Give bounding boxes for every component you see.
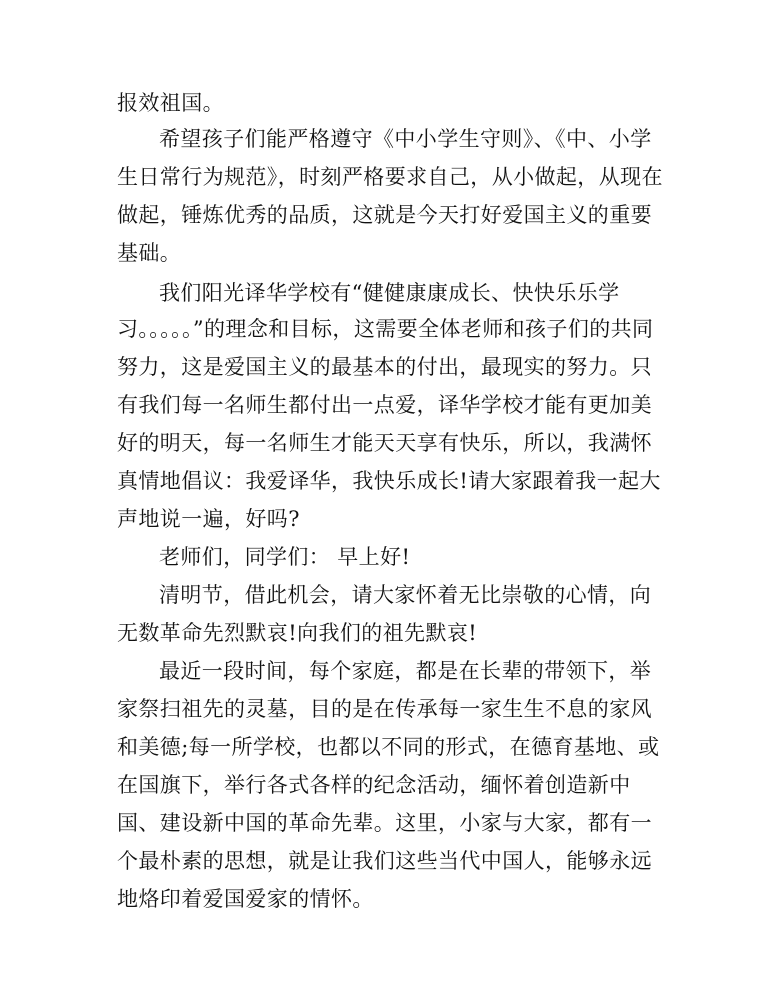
paragraph-first-line: 我们阳光译华学校有“健健康康成长、快快乐乐学 xyxy=(159,281,620,305)
paragraph-first-line: 清明节，借此机会，请大家怀着无比崇敬的心情，向 xyxy=(159,583,652,607)
text-line: 做起，锤炼优秀的品质，这就是今天打好爱国主义的重要 xyxy=(117,203,652,227)
greeting-line: 老师们，同学们： 早上好! xyxy=(159,545,411,569)
text-line: 努力，这是爱国主义的最基本的付出，最现实的努力。只 xyxy=(117,355,652,379)
text-line: 地烙印着爱国爱家的情怀。 xyxy=(117,887,374,911)
text-line: 生日常行为规范》，时刻严格要求自己，从小做起，从现在 xyxy=(117,165,663,189)
text-line: 无数革命先烈默哀!向我们的祖先默哀! xyxy=(117,621,478,645)
text-line: 家祭扫祖先的灵墓，目的是在传承每一家生生不息的家风 xyxy=(117,697,652,721)
text-line: 在国旗下，举行各式各样的纪念活动，缅怀着创造新中 xyxy=(117,773,631,797)
text-line: 好的明天，每一名师生才能天天享有快乐，所以，我满怀 xyxy=(117,431,652,455)
text-line: 习。。。。。”的理念和目标，这需要全体老师和孩子们的共同 xyxy=(117,317,654,341)
text-line: 报效祖国。 xyxy=(117,91,224,115)
text-line: 声地说一遍，好吗? xyxy=(117,507,300,531)
text-line: 基础。 xyxy=(117,241,182,265)
paragraph-first-line: 最近一段时间，每个家庭，都是在长辈的带领下，举 xyxy=(159,659,652,683)
text-line: 国、建设新中国的革命先辈。这里，小家与大家，都有一 xyxy=(117,811,652,835)
text-line: 真情地倡议：我爱译华，我快乐成长!请大家跟着我一起大 xyxy=(117,469,661,493)
text-line: 有我们每一名师生都付出一点爱，译华学校才能有更加美 xyxy=(117,393,652,417)
paragraph-first-line: 希望孩子们能严格遵守《中小学生守则》、《中、小学 xyxy=(159,127,652,151)
text-line: 个最朴素的思想，就是让我们这些当代中国人，能够永远 xyxy=(117,849,652,873)
text-line: 和美德;每一所学校，也都以不同的形式，在德育基地、或 xyxy=(117,735,660,759)
